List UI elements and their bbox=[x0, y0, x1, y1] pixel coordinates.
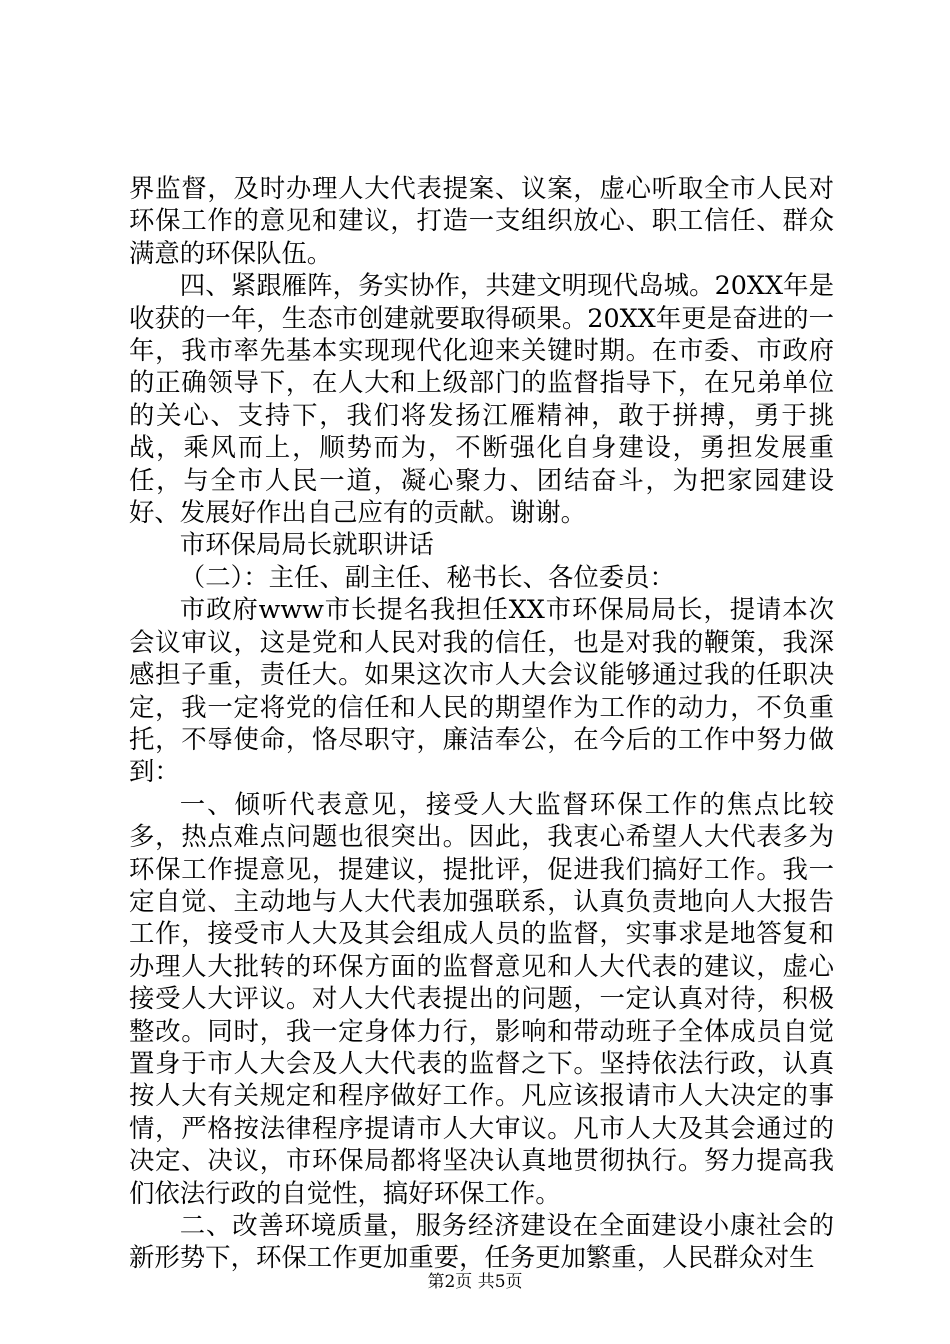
paragraph-3-heading: 市环保局局长就职讲话 bbox=[179, 529, 434, 560]
page-footer bbox=[0, 1272, 950, 1292]
paragraph-2: 四、紧跟雁阵，务实协作，共建文明现代岛城。20XX年是收获的一年，生态市创建就要取得硕果。20XX年更是奋进的一年，我市率先基本实现现代化迎来关键时期。在市委、市政府的正确领导下，在人大和上级部门的监督指导下，在兄弟单位的关心、支持下，我们将发扬江雁精神，敢于拼搏，勇于挑战，乘风而上，顺势而为，不断强化自身建设，勇担发展重任，与全市人民一道，凝心聚力、团结奋斗，为把家园建设好、发展好作出自己应有的贡献。谢谢。 bbox=[129, 270, 834, 528]
paragraph-5: 市政府www市长提名我担任XX市环保局局长，提请本次会议审议，这是党和人民对我的信任，也是对我的鞭策，我深感担子重，责任大。如果这次市人大会议能够通过我的任职决定，我一定将党的信任和人民的期望作为工作的动力，不负重托，不辱使命，恪尽职守，廉洁奉公，在今后的工作中努力做到： bbox=[129, 594, 834, 787]
document-body bbox=[129, 172, 834, 1274]
paragraph-1: 界监督，及时办理人大代表提案、议案，虚心听取全市人民对环保工作的意见和建议，打造一支组织放心、职工信任、群众满意的环保队伍。 bbox=[129, 173, 834, 268]
page-number-label: 第2页 共5页 bbox=[427, 1272, 523, 1292]
paragraph-4-salutation: （二）：主任、副主任、秘书长、各位委员： bbox=[179, 561, 675, 592]
paragraph-6: 一、倾听代表意见，接受人大监督环保工作的焦点比较多，热点难点问题也很突出。因此，我衷心希望人大代表多为环保工作提意见，提建议，提批评，促进我们搞好工作。我一定自觉、主动地与人大代表加强联系，认真负责地向人大报告工作，接受市人大及其会组成人员的监督，实事求是地答复和办理人大批转的环保方面的监督意见和人大代表的建议，虚心接受人大评议。对人大代表提出的问题，一定认真对待，积极整改。同时，我一定身体力行，影响和带动班子全体成员自觉置身于市人大会及人大代表的监督之下。坚持依法行政，认真按人大有关规定和程序做好工作。凡应该报请市人大决定的事情，严格按法律程序提请市人大审议。凡市人大及其会通过的决定、决议，市环保局都将坚决认真地贯彻执行。努力提高我们依法行政的自觉性，搞好环保工作。 bbox=[129, 788, 834, 1208]
paragraph-7: 二、改善环境质量，服务经济建设在全面建设小康社会的新形势下，环保工作更加重要，任务更加繁重，人民群众对生 bbox=[129, 1210, 834, 1273]
